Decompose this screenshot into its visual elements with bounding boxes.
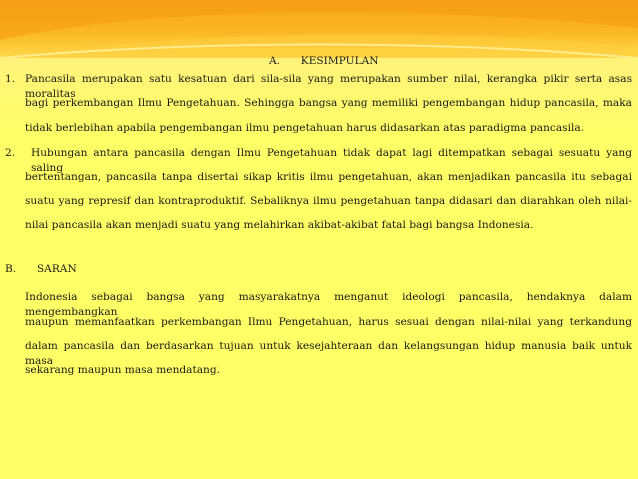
- item-2-line-4: nilai pancasila akan menjadi suatu yang melahirkan akibat-akibat fatal bagi bangsa Indonesia.: [25, 219, 534, 231]
- saran-line-3: dalam pancasila dan berdasarkan tujuan untuk kesejahteraan dan kelangsungan hidup manusia baik untuk masa: [25, 340, 632, 367]
- kesimpulan-heading-text: KESIMPULAN: [300, 55, 379, 67]
- saran-line-2: maupun memanfaatkan perkembangan Ilmu Pengetahuan, harus sesuai dengan nilai-nilai yang terkandung: [25, 316, 632, 328]
- item-1-line-2: bagi perkembangan Ilmu Pengetahuan. Sehingga bangsa yang memiliki pengembangan hidup pancasila, maka: [25, 97, 632, 109]
- saran-line-1: Indonesia sebagai bangsa yang masyarakatnya menganut ideologi pancasila, hendaknya dalam mengembangkan: [25, 291, 632, 318]
- saran-heading: [5, 262, 77, 277]
- item-2-line-3: suatu yang represif dan kontraproduktif. Sebaliknya ilmu pengetahuan tanpa didasari dan diarahkan oleh nilai-: [25, 195, 632, 207]
- kesimpulan-heading-letter: A.: [269, 55, 281, 67]
- item-2-number: 2.: [5, 147, 16, 159]
- saran-heading-letter: B.: [5, 263, 17, 275]
- saran-line-4: sekarang maupun masa mendatang.: [25, 364, 221, 376]
- saran-heading-text: SARAN: [36, 263, 77, 275]
- kesimpulan-heading: [269, 54, 379, 69]
- item-1-line-1: Pancasila merupakan satu kesatuan dari sila-sila yang merupakan sumber nilai, kerangka pikir serta asas moralitas: [25, 73, 632, 100]
- item-2-line-1: Hubungan antara pancasila dengan Ilmu Pengetahuan tidak dapat lagi ditempatkan sebagai sesuatu yang saling: [31, 147, 632, 174]
- item-2-line-2: bertentangan, pancasila tanpa disertai sikap kritis ilmu pengetahuan, akan menjadikan pancasila itu sebagai: [25, 171, 632, 183]
- item-1-number: 1.: [5, 73, 16, 85]
- item-1-line-3: tidak berlebihan apabila pengembangan ilmu pengetahuan harus didasarkan atas paradigma pancasila.: [25, 122, 585, 134]
